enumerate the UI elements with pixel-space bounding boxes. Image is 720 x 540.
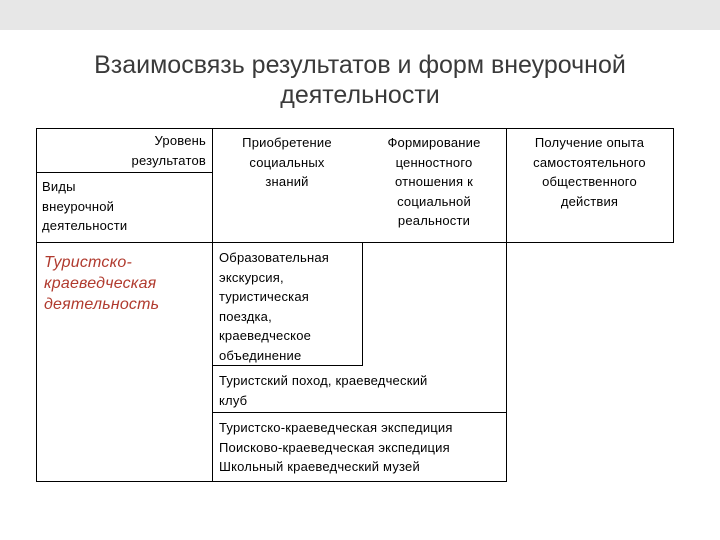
level2-forms: Туристский поход, краеведческий клуб bbox=[219, 373, 428, 408]
title-line-2: деятельности bbox=[280, 81, 440, 109]
corner-top-text: Уровень результатов bbox=[131, 133, 206, 168]
top-band bbox=[0, 0, 720, 30]
activity-type-label: Туристско- краеведческая деятельность bbox=[44, 254, 160, 313]
corner-divider bbox=[36, 172, 212, 173]
header-bottom-border bbox=[36, 242, 674, 243]
slide-title bbox=[30, 50, 690, 110]
column-header-knowledge: Приобретение социальных знаний bbox=[242, 135, 332, 189]
table-bottom-border bbox=[36, 481, 506, 482]
col-divider-2 bbox=[362, 242, 363, 366]
corner-bottom-text: Виды внеурочной деятельности bbox=[42, 179, 128, 233]
column-header-experience: Получение опыта самостоятельного общественного действия bbox=[533, 135, 646, 209]
right-header-border bbox=[673, 128, 674, 243]
table-top-border bbox=[36, 128, 674, 129]
left-border bbox=[36, 128, 37, 482]
level1-forms: Образовательная экскурсия, туристическая поездка, краеведческое объединение bbox=[219, 250, 330, 363]
level1-bottom-border bbox=[212, 365, 363, 366]
level3-forms: Туристско-краеведческая экспедиция Поисково-краеведческая экспедиция Школьный краеведческий музей bbox=[219, 420, 453, 474]
level2-bottom-border bbox=[212, 412, 507, 413]
column-header-values: Формирование ценностного отношения к социальной реальности bbox=[387, 135, 481, 228]
title-line-1: Взаимосвязь результатов и форм внеурочной bbox=[94, 51, 626, 79]
